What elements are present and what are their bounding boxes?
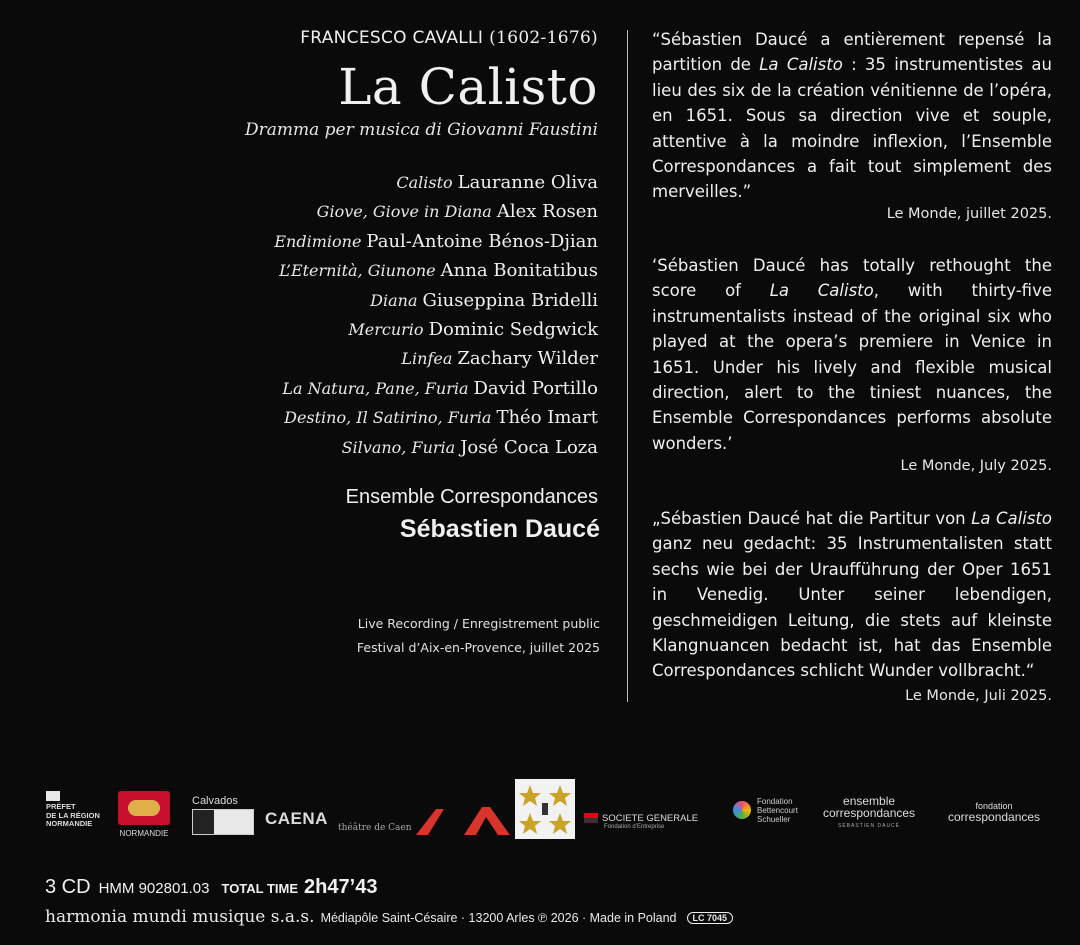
cast-role: L’Eternità, Giunone [279, 261, 436, 281]
logo-text: ensemble [843, 794, 896, 808]
societe-generale-logo [584, 813, 698, 830]
festival-aix-mark-icon [414, 805, 514, 837]
cast-role: Destino, Il Satirino, Furia [284, 408, 492, 428]
cast-row [274, 403, 598, 432]
publisher-name: harmonia mundi musique s.a.s. [45, 907, 315, 927]
cast-role: Calisto [396, 173, 453, 192]
logo-text: CAENA [265, 809, 328, 828]
column-divider [627, 30, 628, 702]
cast-singer: Théo Imart [496, 407, 598, 429]
cast-role: Giove, Giove in Diana [316, 202, 492, 222]
quote-text: : 35 instrumentistes au lieu des six de la création vénitienne de l’opéra, en 1651. Sous sa direction vive et souple, attentive à la moindre inflexion, l’Ensemble Correspondances a fait tout simplement des merveilles.” [652, 55, 1052, 202]
logo-text: NORMANDIE [46, 819, 93, 828]
cast-row [274, 315, 598, 344]
quote-source-en: Le Monde, July 2025. [900, 458, 1052, 474]
caena-logo [265, 809, 328, 829]
logo-text: fondation [975, 801, 1013, 811]
cast-row [274, 168, 598, 197]
album-subtitle: Dramma per musica di Giovanni Faustini [245, 120, 598, 140]
total-time: 2h47’43 [304, 876, 378, 898]
cast-singer: Giuseppina Bridelli [422, 289, 598, 311]
societe-generale-mark-icon [584, 813, 598, 823]
logo-subtext: SÉBASTIEN DAUCÉ [838, 823, 901, 829]
press-quote-de [652, 506, 1052, 684]
album-title: La Calisto [338, 58, 598, 116]
logo-text: Schueller [757, 815, 791, 824]
cast-singer: Alex Rosen [496, 201, 598, 223]
bettencourt-mark-icon [733, 801, 751, 819]
cast-row [274, 227, 598, 256]
cast-singer: Anna Bonitatibus [440, 260, 598, 282]
quote-work-title: La Calisto [769, 281, 874, 301]
total-time-label: TOTAL TIME [221, 881, 299, 896]
cd-info-line [45, 876, 377, 899]
theatre-de-caen-logo: théâtre de Caen [338, 823, 412, 833]
logo-text: PRÉFET [46, 802, 76, 811]
cast-role: Diana [370, 290, 418, 310]
conductor-name: Sébastien Daucé [399, 515, 600, 543]
cast-singer: Paul-Antoine Bénos-Djian [366, 230, 598, 252]
composer-name: FRANCESCO CAVALLI [300, 28, 484, 48]
cast-role: La Natura, Pane, Furia [282, 378, 469, 398]
lions-shield-icon [118, 791, 170, 825]
publisher-line [45, 907, 733, 927]
quote-text: „Sébastien Daucé hat die Partitur von [652, 509, 972, 528]
fondation-correspondances-logo [948, 801, 1040, 823]
quote-work-title: La Calisto [759, 55, 843, 75]
quote-text: , with thirty-five instrumentalists instead of the original six who played at the opera’s premiere in Venice in 1651. Under his lively and flexible musical direction, alert to the tiniest nuances, the Ensemble Correspondances performs absolute wonders.’ [652, 281, 1052, 453]
cast-singer: Dominic Sedgwick [428, 318, 598, 340]
normandie-region-logo [118, 791, 170, 838]
cast-role: Silvano, Furia [341, 437, 456, 457]
cast-row [274, 344, 598, 373]
french-flag-icon [46, 791, 60, 801]
quote-text: ganz neu gedacht: 35 Instrumentalisten statt sechs wie bei der Uraufführung der Oper 1651 in Venedig. Unter seiner lebendigen, geschmeidigen Leitung, die stets auf kleinste Klangnuancen bedacht ist, hat das Ensemble Correspondances schlicht Wunder vollbracht.“ [652, 534, 1052, 681]
cast-role: Linfea [401, 349, 453, 369]
label-code-badge: LC 7045 [687, 912, 734, 924]
quote-text: “Sébastien Daucé a entièrement repensé la partition de [652, 30, 1052, 75]
sponsor-logos [0, 785, 1080, 855]
cast-singer: José Coca Loza [460, 436, 598, 458]
cast-row [274, 286, 598, 315]
recording-info [357, 612, 600, 660]
recording-venue: Festival d’Aix-en-Provence, juillet 2025 [356, 640, 600, 655]
logo-text: DE LA RÉGION [46, 810, 100, 820]
stars-icon [515, 779, 575, 839]
logo-text: Calvados [192, 795, 238, 807]
logo-subtext: Fondation d’Entreprise [604, 824, 665, 830]
calvados-mark-icon [192, 809, 254, 835]
recording-line: Live Recording / Enregistrement public [357, 616, 600, 631]
quote-source-fr: Le Monde, juillet 2025. [886, 206, 1052, 222]
cast-singer: Lauranne Oliva [457, 172, 598, 193]
logo-text: correspondances [823, 806, 916, 820]
catalog-number: HMM 902801.03 [98, 880, 210, 897]
logo-text: SOCIETE GENERALE [602, 813, 699, 824]
composer-line [300, 28, 598, 48]
ensemble-name: Ensemble Correspondances [345, 486, 598, 508]
prefet-normandie-logo [46, 791, 100, 829]
quote-source-de: Le Monde, Juli 2025. [905, 688, 1052, 704]
logo-text: correspondances [948, 810, 1041, 824]
composer-dates: (1602-1676) [489, 28, 598, 48]
cast-row [274, 374, 598, 403]
aix-festival-stars-logo [515, 779, 575, 839]
cast-singer: Zachary Wilder [457, 348, 598, 370]
quote-text: ‘Sébastien Daucé has totally rethought the score of [652, 256, 1052, 301]
cast-row [274, 256, 598, 285]
logo-text-block [757, 797, 798, 824]
press-quote-fr [652, 27, 1052, 205]
ensemble-correspondances-logo [823, 795, 915, 832]
cast-row [274, 197, 598, 226]
logo-text: Bettencourt [757, 806, 798, 815]
logo-text: Fondation [757, 797, 793, 806]
cast-row [274, 433, 598, 462]
publisher-address: Médiapôle Saint-Césaire · 13200 Arles ℗ 2026 · Made in Poland [320, 911, 677, 925]
press-quote-en [652, 253, 1052, 456]
cast-role: Endimione [274, 231, 362, 251]
quote-work-title: La Calisto [971, 509, 1052, 528]
calvados-logo [192, 795, 254, 835]
cd-count: 3 CD [45, 876, 91, 898]
cast-singer: David Portillo [473, 377, 598, 399]
cast-list [274, 168, 598, 462]
logo-text: NORMANDIE [119, 829, 169, 838]
cast-role: Mercurio [348, 319, 424, 339]
